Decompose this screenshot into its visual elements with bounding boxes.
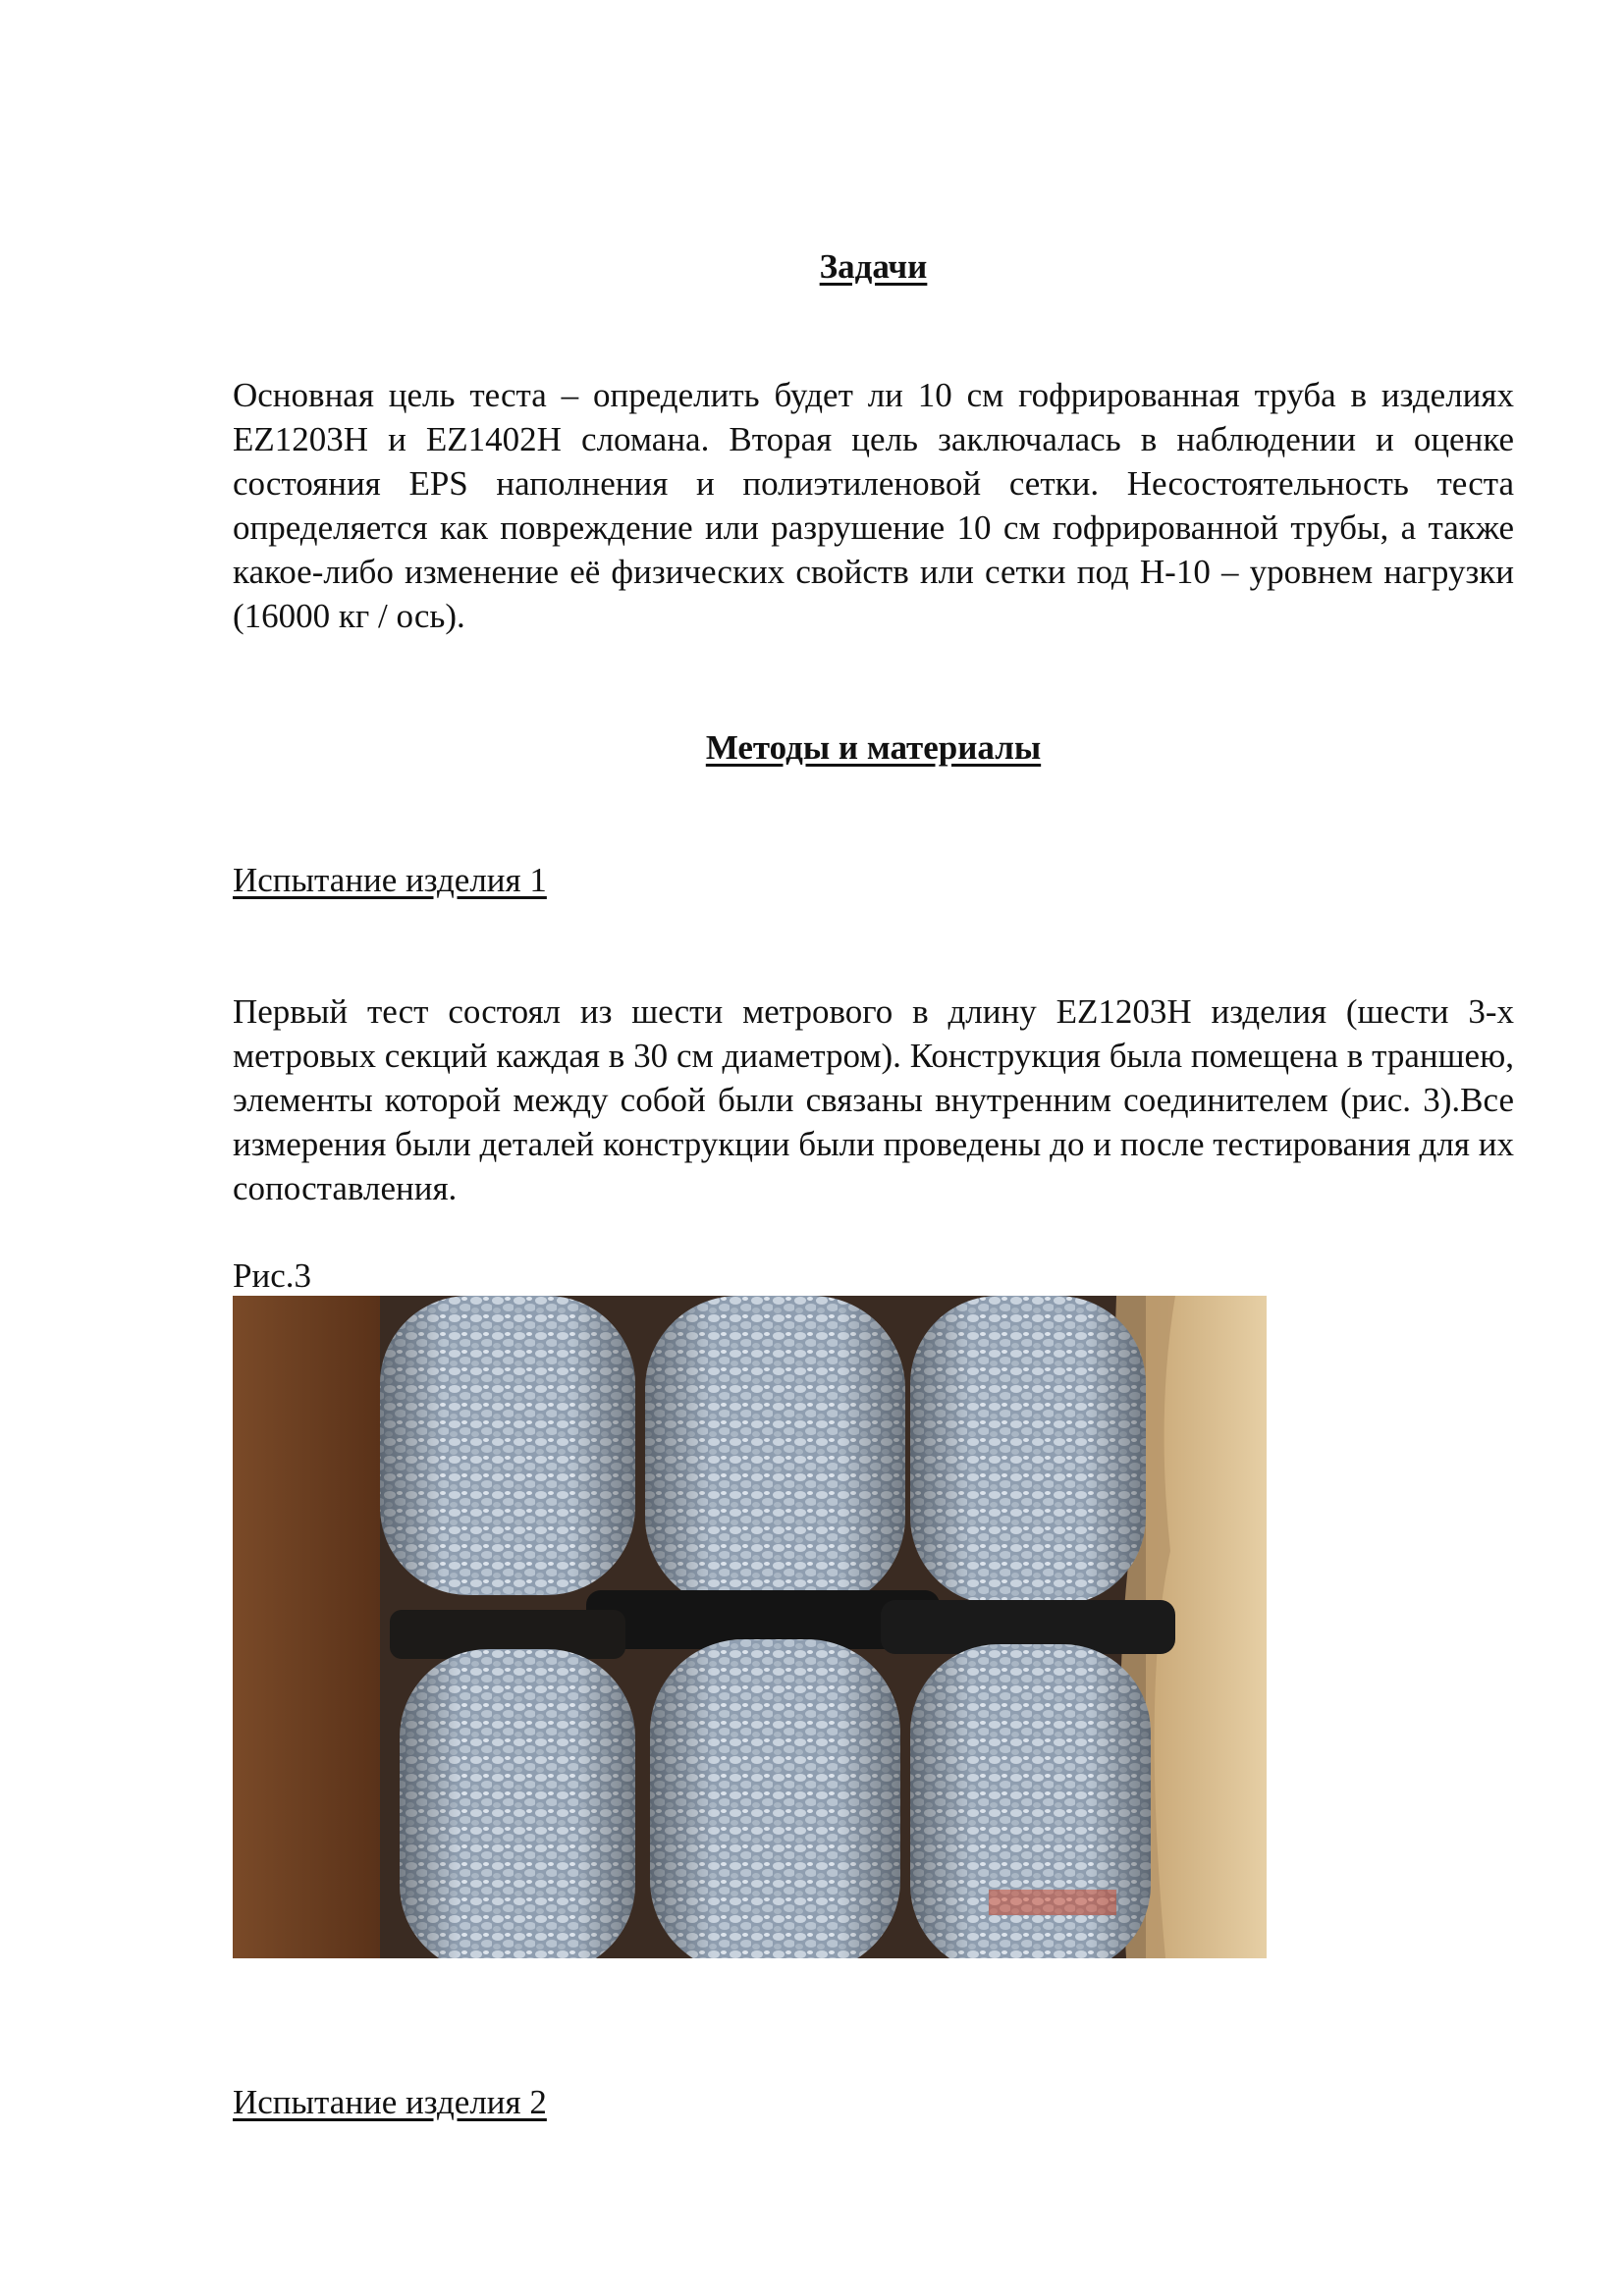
photo-date-stamp — [989, 1890, 1116, 1915]
subheading-test-1: Испытание изделия 1 — [233, 861, 547, 899]
pipe-top-right — [910, 1296, 1146, 1605]
subheading-test-2: Испытание изделия 2 — [233, 2083, 547, 2121]
figure-caption: Рис.3 — [233, 1256, 311, 1295]
pipe-top-middle — [645, 1296, 905, 1610]
soil-left — [233, 1296, 380, 1958]
paragraph-tasks: Основная цель теста – определить будет ли 10 см гофрированная труба в изделиях EZ1203H и EZ1402H сломана. Вторая цель заключалась в наблюдении и оценке состояния EPS наполнения и полиэтиленовой сетки. Несостоятельность теста определяется как повреждение или разрушение 10 см гофрированной трубы, а также какое-либо изменение её физических свойств или сетки под H-10 – уровнем нагрузки (16000 кг / ось). — [233, 376, 1514, 635]
pipe-bottom-left — [400, 1649, 635, 1958]
paragraph-test-1: Первый тест состоял из шести метрового в длину EZ1203H изделия (шести 3-х метровых секций каждая в 30 см диаметром). Конструкция была помещена в траншею, элементы которой между собой были связаны внутренним соединителем (рис. 3).Все измерения были деталей конструкции были проведены до и после тестирования для их сопоставления. — [233, 992, 1514, 1207]
heading-tasks: Задачи — [819, 247, 928, 286]
pipe-top-left — [380, 1296, 635, 1595]
pipe-bottom-middle — [650, 1639, 900, 1958]
heading-methods: Методы и материалы — [705, 728, 1042, 767]
figure-photo — [233, 1296, 1267, 1958]
trench-pipes-photo — [233, 1296, 1267, 1958]
